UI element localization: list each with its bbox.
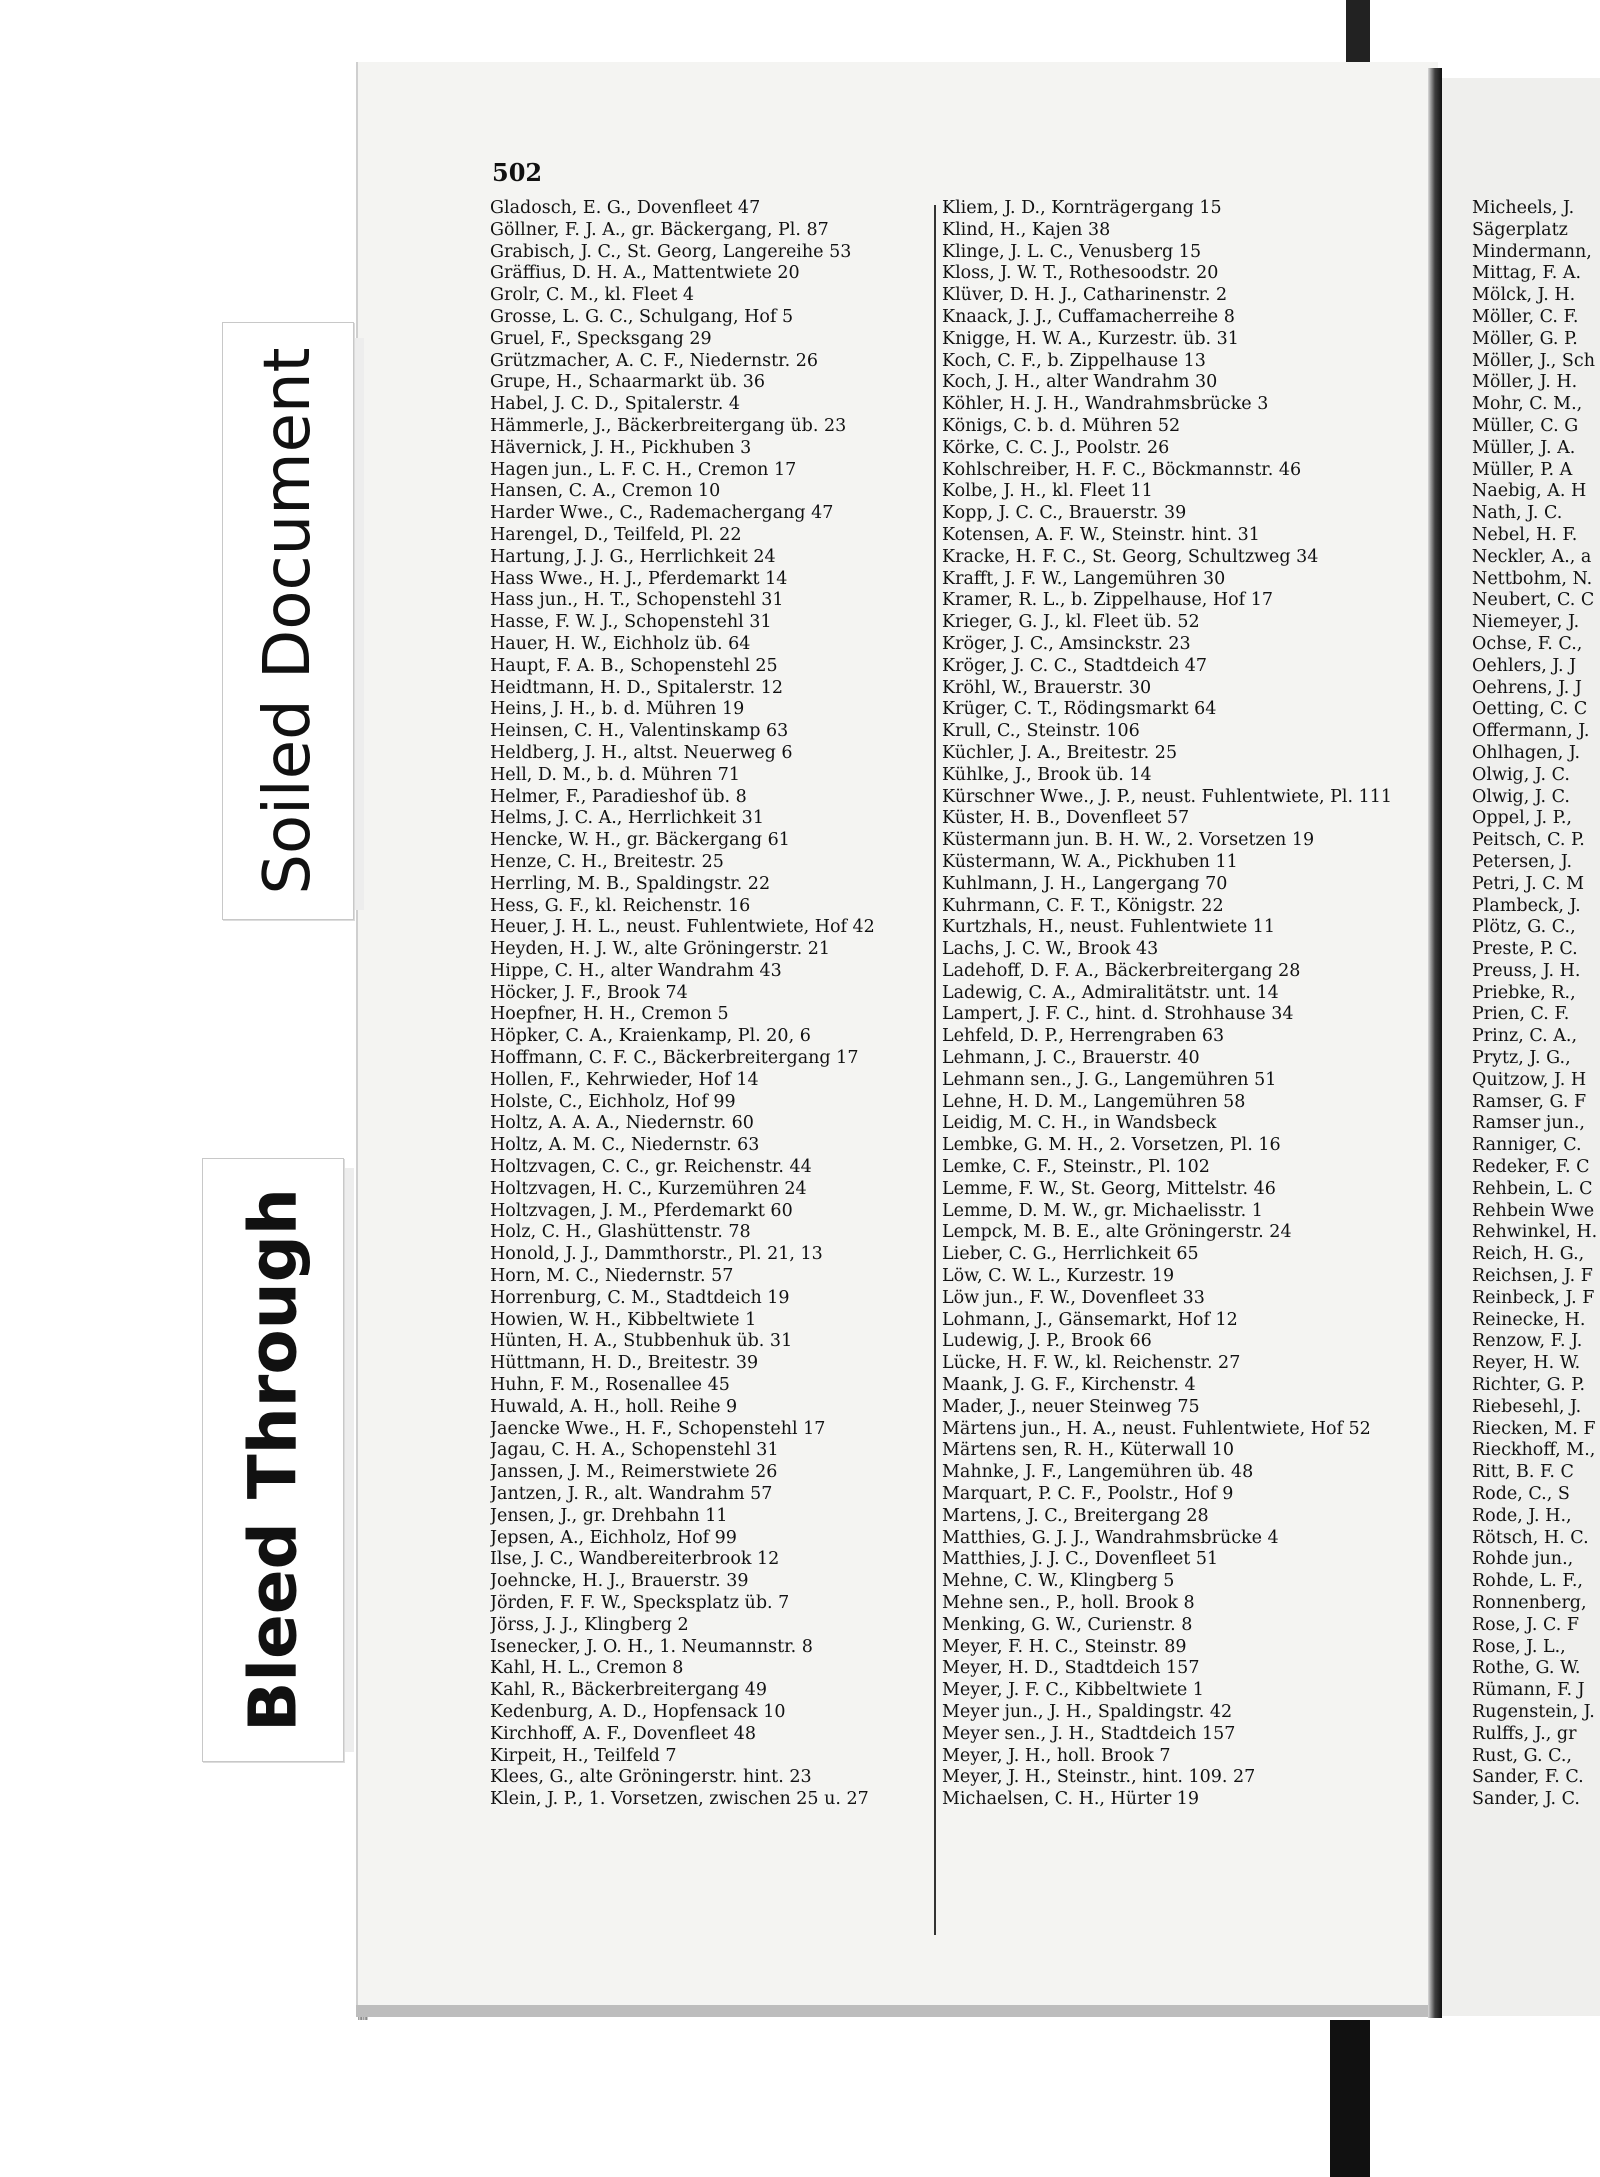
directory-entry: Lehmann, J. C., Brauerstr. 40 [942, 1048, 1200, 1069]
directory-entry: Kahl, H. L., Cremon 8 [490, 1658, 684, 1679]
directory-entry: Kürschner Wwe., J. P., neust. Fuhlentwiete, Pl. 111 [942, 786, 1392, 807]
directory-entry: Heuer, J. H. L., neust. Fuhlentwiete, Hof 42 [490, 917, 875, 938]
directory-entry: Horrenburg, C. M., Stadtdeich 19 [490, 1287, 790, 1308]
directory-entry: Harengel, D., Teilfeld, Pl. 22 [490, 524, 742, 545]
directory-entry: Kracke, H. F. C., St. Georg, Schultzweg 34 [942, 546, 1319, 567]
directory-entry: Plambeck, J. [1472, 895, 1581, 916]
directory-entry: Holtzvagen, J. M., Pferdemarkt 60 [490, 1200, 793, 1221]
directory-entry: Preuss, J. H. [1472, 960, 1581, 981]
directory-entry: Lehfeld, D. P., Herrengraben 63 [942, 1026, 1225, 1047]
directory-entry: Kolbe, J. H., kl. Fleet 11 [942, 481, 1153, 502]
directory-entry: Jörss, J. J., Klingberg 2 [490, 1614, 689, 1635]
directory-entry: Henze, C. H., Breitestr. 25 [490, 851, 724, 872]
directory-entry: Quitzow, J. H [1472, 1069, 1587, 1090]
scanner-edge [1330, 2020, 1370, 2177]
directory-entry: Lehmann sen., J. G., Langemühren 51 [942, 1069, 1277, 1090]
directory-entry: Hünten, H. A., Stubbenhuk üb. 31 [490, 1331, 793, 1352]
directory-entry: Heinsen, C. H., Valentinskamp 63 [490, 721, 789, 742]
directory-entry: Ochse, F. C., [1472, 633, 1583, 654]
directory-entry: Lembke, G. M. H., 2. Vorsetzen, Pl. 16 [942, 1135, 1281, 1156]
directory-entry: Joehncke, H. J., Brauerstr. 39 [490, 1571, 749, 1592]
directory-entry: Mindermann, [1472, 241, 1592, 262]
directory-entry: Rehbein, L. C [1472, 1178, 1593, 1199]
directory-entry: Märtens sen, R. H., Küterwall 10 [942, 1440, 1235, 1461]
directory-entry: Höcker, J. F., Brook 74 [490, 982, 688, 1003]
directory-entry: Lachs, J. C. W., Brook 43 [942, 939, 1159, 960]
directory-entry: Meyer, H. D., Stadtdeich 157 [942, 1658, 1200, 1679]
directory-entry: Jensen, J., gr. Drehbahn 11 [490, 1505, 728, 1526]
directory-entry: Matthies, G. J. J., Wandrahmsbrücke 4 [942, 1527, 1279, 1548]
directory-entry: Peitsch, C. P. [1472, 830, 1585, 851]
directory-entry: Rieckhoff, M., [1472, 1440, 1596, 1461]
directory-entry: Lieber, C. G., Herrlichkeit 65 [942, 1244, 1199, 1265]
directory-entry: Müller, P. A [1472, 459, 1573, 480]
directory-entry: Meyer, J. F. C., Kibbeltwiete 1 [942, 1680, 1204, 1701]
directory-entry: Reichsen, J. F [1472, 1266, 1593, 1287]
directory-entry: Horn, M. C., Niedernstr. 57 [490, 1266, 734, 1287]
directory-entry: Harder Wwe., C., Rademachergang 47 [490, 503, 834, 524]
directory-entry: Ramser jun., [1472, 1113, 1585, 1134]
directory-entry: Hass Wwe., H. J., Pferdemarkt 14 [490, 568, 788, 589]
directory-entry: Ludewig, J. P., Brook 66 [942, 1331, 1152, 1352]
directory-entry: Prien, C. F. [1472, 1004, 1570, 1025]
directory-entry: Helms, J. C. A., Herrlichkeit 31 [490, 808, 764, 829]
directory-entry: Körke, C. C. J., Poolstr. 26 [942, 437, 1170, 458]
directory-entry: Rust, G. C., [1472, 1745, 1572, 1766]
directory-entry: Reyer, H. W. [1472, 1353, 1581, 1374]
directory-entry: Rode, J. H., [1472, 1505, 1572, 1526]
directory-entry: Reinbeck, J. F [1472, 1287, 1595, 1308]
directory-entry: Jepsen, A., Eichholz, Hof 99 [490, 1527, 737, 1548]
directory-entry: Meyer, J. H., holl. Brook 7 [942, 1745, 1171, 1766]
directory-entry: Olwig, J. C. [1472, 764, 1570, 785]
directory-entry: Kirchhoff, A. F., Dovenfleet 48 [490, 1723, 757, 1744]
directory-entry: Holz, C. H., Glashüttenstr. 78 [490, 1222, 751, 1243]
directory-entry: Kramer, R. L., b. Zippelhause, Hof 17 [942, 590, 1273, 611]
directory-entry: Isenecker, J. O. H., 1. Neumannstr. 8 [490, 1636, 813, 1657]
directory-entry: Königs, C. b. d. Mühren 52 [942, 415, 1181, 436]
directory-entry: Hauer, H. W., Eichholz üb. 64 [490, 633, 751, 654]
directory-entry: Michaelsen, C. H., Hürter 19 [942, 1789, 1200, 1810]
directory-entry: Ohlhagen, J. [1472, 742, 1581, 763]
directory-entry: Müller, C. G [1472, 415, 1579, 436]
directory-entry: Leidig, M. C. H., in Wandsbeck [942, 1113, 1217, 1134]
directory-entry: Kühlke, J., Brook üb. 14 [942, 764, 1152, 785]
directory-entry: Huhn, F. M., Rosenallee 45 [490, 1375, 730, 1396]
directory-entry: Renzow, F. J. [1472, 1331, 1583, 1352]
directory-entry: Koch, J. H., alter Wandrahm 30 [942, 372, 1218, 393]
directory-entry: Küstermann jun. B. H. W., 2. Vorsetzen 19 [942, 830, 1315, 851]
directory-entry: Oehrens, J. J [1472, 677, 1582, 698]
directory-entry: Holste, C., Eichholz, Hof 99 [490, 1091, 736, 1112]
directory-entry: Lehne, H. D. M., Langemühren 58 [942, 1091, 1246, 1112]
directory-entry: Kahl, R., Bäckerbreitergang 49 [490, 1680, 768, 1701]
directory-entry: Küstermann, W. A., Pickhuben 11 [942, 851, 1238, 872]
directory-entry: Knigge, H. W. A., Kurzestr. üb. 31 [942, 328, 1239, 349]
directory-entry: Kirpeit, H., Teilfeld 7 [490, 1745, 677, 1766]
directory-entry: Meyer sen., J. H., Stadtdeich 157 [942, 1723, 1236, 1744]
directory-entry: Priebke, R., [1472, 982, 1576, 1003]
directory-entry: Petersen, J. [1472, 851, 1573, 872]
book-gutter [1428, 68, 1442, 2018]
directory-entry: Kopp, J. C. C., Brauerstr. 39 [942, 503, 1187, 524]
directory-entry: Hoffmann, C. F. C., Bäckerbreitergang 17 [490, 1048, 859, 1069]
directory-entry: Nettbohm, N. [1472, 568, 1593, 589]
directory-entry: Krull, C., Steinstr. 106 [942, 721, 1140, 742]
directory-entry: Kliem, J. D., Kornträgergang 15 [942, 198, 1222, 218]
directory-entry: Möller, G. P. [1472, 328, 1578, 349]
directory-entry: Hell, D. M., b. d. Mühren 71 [490, 764, 741, 785]
directory-entry: Lemme, D. M. W., gr. Michaelisstr. 1 [942, 1200, 1263, 1221]
directory-entry: Krafft, J. F. W., Langemühren 30 [942, 568, 1226, 589]
directory-entry: Holtzvagen, H. C., Kurzemühren 24 [490, 1178, 807, 1199]
directory-entry: Haupt, F. A. B., Schopenstehl 25 [490, 655, 778, 676]
directory-entry: Müller, J. A. [1472, 437, 1576, 458]
directory-entry: Jagau, C. H. A., Schopenstehl 31 [490, 1440, 779, 1461]
directory-entry: Howien, W. H., Kibbeltwiete 1 [490, 1309, 757, 1330]
directory-entry: Sägerplatz [1472, 219, 1568, 240]
directory-entry: Ronnenberg, [1472, 1593, 1587, 1613]
directory-entry: Rugenstein, J. [1472, 1701, 1595, 1722]
directory-entry: Göllner, F. J. A., gr. Bäckergang, Pl. 87 [490, 219, 829, 240]
directory-column-middle [942, 198, 1392, 1811]
directory-entry: Meyer, J. H., Steinstr., hint. 109. 27 [942, 1767, 1256, 1788]
directory-entry: Riecken, M. F [1472, 1418, 1596, 1439]
page-bottom-edge [356, 2005, 1428, 2017]
directory-entry: Kuhlmann, J. H., Langergang 70 [942, 873, 1228, 894]
directory-entry: Huwald, A. H., holl. Reihe 9 [490, 1396, 738, 1417]
directory-entry: Holtz, A. A. A., Niedernstr. 60 [490, 1113, 754, 1134]
directory-entry: Knaack, J. J., Cuffamacherreihe 8 [942, 306, 1235, 327]
directory-entry: Hagen jun., L. F. C. H., Cremon 17 [490, 459, 797, 480]
directory-entry: Heldberg, J. H., altst. Neuerweg 6 [490, 742, 793, 763]
directory-entry: Naebig, A. H [1472, 481, 1587, 502]
directory-entry: Habel, J. C. D., Spitalerstr. 4 [490, 394, 741, 415]
directory-entry: Maank, J. G. F., Kirchenstr. 4 [942, 1375, 1196, 1396]
directory-entry: Nath, J. C. [1472, 503, 1563, 524]
soiled-document-tag [222, 322, 354, 920]
directory-entry: Petri, J. C. M [1472, 873, 1585, 894]
directory-entry: Riebesehl, J. [1472, 1396, 1582, 1417]
directory-entry: Hollen, F., Kehrwieder, Hof 14 [490, 1069, 759, 1090]
directory-entry: Mehne sen., P., holl. Brook 8 [942, 1593, 1195, 1613]
directory-entry: Rümann, F. J [1472, 1680, 1585, 1701]
directory-entry: Martens, J. C., Breitergang 28 [942, 1505, 1209, 1526]
directory-entry: Honold, J. J., Dammthorstr., Pl. 21, 13 [490, 1244, 823, 1265]
directory-entry: Löw jun., F. W., Dovenfleet 33 [942, 1287, 1205, 1308]
directory-entry: Helmer, F., Paradieshof üb. 8 [490, 786, 747, 807]
directory-entry: Hämmerle, J., Bäckerbreitergang üb. 23 [490, 415, 847, 436]
directory-entry: Sander, J. C. [1472, 1789, 1580, 1810]
directory-entry: Grosse, L. G. C., Schulgang, Hof 5 [490, 306, 794, 327]
directory-entry: Möller, J., Sch [1472, 350, 1595, 371]
directory-entry: Neckler, A., a [1472, 546, 1592, 567]
directory-entry: Kedenburg, A. D., Hopfensack 10 [490, 1701, 786, 1722]
directory-entry: Grupe, H., Schaarmarkt üb. 36 [490, 372, 766, 393]
directory-entry: Oppel, J. P., [1472, 808, 1572, 829]
directory-entry: Hartung, J. J. G., Herrlichkeit 24 [490, 546, 776, 567]
directory-entry: Matthies, J. J. C., Dovenfleet 51 [942, 1549, 1219, 1570]
directory-entry: Niemeyer, J. [1472, 612, 1580, 633]
directory-entry: Lohmann, J., Gänsemarkt, Hof 12 [942, 1309, 1238, 1330]
directory-entry: Oetting, C. C [1472, 699, 1588, 720]
directory-entry: Rulffs, J., gr [1472, 1723, 1577, 1744]
directory-entry: Marquart, P. C. F., Poolstr., Hof 9 [942, 1484, 1234, 1505]
bleed-through-tag [202, 1158, 344, 1762]
directory-entry: Ranniger, C. [1472, 1135, 1582, 1156]
directory-entry: Richter, G. P. [1472, 1375, 1586, 1396]
directory-entry: Klein, J. P., 1. Vorsetzen, zwischen 25 u. 27 [490, 1789, 869, 1810]
directory-entry: Klees, G., alte Gröningerstr. hint. 23 [490, 1767, 812, 1788]
directory-entry: Klüver, D. H. J., Catharinenstr. 2 [942, 285, 1228, 306]
directory-entry: Lücke, H. F. W., kl. Reichenstr. 27 [942, 1353, 1241, 1374]
directory-entry: Küchler, J. A., Breitestr. 25 [942, 742, 1178, 763]
directory-entry: Micheels, J. [1472, 198, 1575, 218]
directory-entry: Krieger, G. J., kl. Fleet üb. 52 [942, 612, 1200, 633]
directory-entry: Kröger, J. C., Amsinckstr. 23 [942, 633, 1191, 654]
directory-entry: Grolr, C. M., kl. Fleet 4 [490, 285, 695, 306]
directory-entry: Möller, C. F. [1472, 306, 1579, 327]
directory-entry: Rode, C., S [1472, 1484, 1570, 1505]
directory-entry: Koch, C. F., b. Zippelhause 13 [942, 350, 1206, 371]
bleed-through-label: Bleed Through [234, 1188, 312, 1732]
directory-entry: Heidtmann, H. D., Spitalerstr. 12 [490, 677, 784, 698]
directory-entry: Meyer jun., J. H., Spaldingstr. 42 [942, 1701, 1233, 1722]
directory-entry: Mohr, C. M., [1472, 394, 1583, 415]
directory-entry: Hävernick, J. H., Pickhuben 3 [490, 437, 752, 458]
directory-entry: Hencke, W. H., gr. Bäckergang 61 [490, 830, 790, 851]
directory-entry: Lemme, F. W., St. Georg, Mittelstr. 46 [942, 1178, 1276, 1199]
directory-entry: Lemke, C. F., Steinstr., Pl. 102 [942, 1157, 1210, 1178]
directory-entry: Ladewig, C. A., Admiralitätstr. unt. 14 [942, 982, 1279, 1003]
directory-entry: Gruel, F., Specksgang 29 [490, 328, 712, 349]
directory-entry: Rothe, G. W. [1472, 1658, 1581, 1679]
directory-entry: Mittag, F. A. [1472, 263, 1582, 284]
directory-entry: Jaencke Wwe., H. F., Schopenstehl 17 [490, 1418, 826, 1439]
scanner-edge-top [1346, 0, 1370, 62]
directory-entry: Rose, J. C. F [1472, 1614, 1579, 1635]
directory-entry: Oehlers, J. J [1472, 655, 1577, 676]
directory-entry: Ladehoff, D. F. A., Bäckerbreitergang 28 [942, 960, 1301, 981]
directory-entry: Offermann, J. [1472, 721, 1590, 742]
directory-entry: Hasse, F. W. J., Schopenstehl 31 [490, 612, 772, 633]
directory-entry: Hoepfner, H. H., Cremon 5 [490, 1004, 729, 1025]
directory-entry: Märtens jun., H. A., neust. Fuhlentwiete, Hof 52 [942, 1418, 1371, 1439]
directory-entry: Gladosch, E. G., Dovenfleet 47 [490, 198, 761, 218]
directory-entry: Rohde, L. F., [1472, 1571, 1583, 1592]
directory-entry: Lampert, J. F. C., hint. d. Strohhause 34 [942, 1004, 1294, 1025]
column-divider [934, 205, 936, 1935]
directory-entry: Jantzen, J. R., alt. Wandrahm 57 [490, 1484, 773, 1505]
directory-entry: Kröhl, W., Brauerstr. 30 [942, 677, 1152, 698]
directory-entry: Holtz, A. M. C., Niedernstr. 63 [490, 1135, 760, 1156]
directory-entry: Rehwinkel, H. [1472, 1222, 1598, 1243]
directory-entry: Mader, J., neuer Steinweg 75 [942, 1396, 1200, 1417]
directory-entry: Grabisch, J. C., St. Georg, Langereihe 53 [490, 241, 852, 262]
directory-entry: Ramser, G. F [1472, 1091, 1587, 1112]
directory-entry: Hass jun., H. T., Schopenstehl 31 [490, 590, 784, 611]
directory-entry: Köhler, H. J. H., Wandrahmsbrücke 3 [942, 394, 1269, 415]
directory-entry: Redeker, F. C [1472, 1157, 1590, 1178]
directory-entry: Mölck, J. H. [1472, 285, 1576, 306]
directory-entry: Höpker, C. A., Kraienkamp, Pl. 20, 6 [490, 1026, 811, 1047]
directory-entry: Rötsch, H. C. [1472, 1527, 1589, 1548]
directory-column-right-partial [1472, 198, 1600, 1811]
directory-entry: Hippe, C. H., alter Wandrahm 43 [490, 960, 782, 981]
directory-entry: Mahnke, J. F., Langemühren üb. 48 [942, 1462, 1254, 1483]
directory-entry: Rose, J. L., [1472, 1636, 1566, 1657]
directory-entry: Kuhrmann, C. F. T., Königstr. 22 [942, 895, 1224, 916]
directory-entry: Plötz, G. C., [1472, 917, 1576, 938]
directory-entry: Lempck, M. B. E., alte Gröningerstr. 24 [942, 1222, 1292, 1243]
directory-entry: Kloss, J. W. T., Rothesoodstr. 20 [942, 263, 1219, 284]
directory-entry: Preste, P. C. [1472, 939, 1578, 960]
directory-entry: Grützmacher, A. C. F., Niedernstr. 26 [490, 350, 818, 371]
directory-entry: Prinz, C. A., [1472, 1026, 1578, 1047]
directory-entry: Kurtzhals, H., neust. Fuhlentwiete 11 [942, 917, 1276, 938]
directory-entry: Möller, J. H. [1472, 372, 1578, 393]
directory-entry: Rohde jun., [1472, 1549, 1574, 1570]
directory-entry: Hüttmann, H. D., Breitestr. 39 [490, 1353, 759, 1374]
directory-entry: Klinge, J. L. C., Venusberg 15 [942, 241, 1202, 262]
directory-entry: Kohlschreiber, H. F. C., Böckmannstr. 46 [942, 459, 1302, 480]
directory-entry: Heyden, H. J. W., alte Gröningerstr. 21 [490, 939, 831, 960]
directory-entry: Holtzvagen, C. C., gr. Reichenstr. 44 [490, 1157, 812, 1178]
directory-entry: Neubert, C. C [1472, 590, 1595, 611]
directory-entry: Nebel, H. F. [1472, 524, 1578, 545]
directory-entry: Reich, H. G., [1472, 1244, 1585, 1265]
directory-entry: Klind, H., Kajen 38 [942, 219, 1111, 240]
directory-entry: Jörden, F. F. W., Specksplatz üb. 7 [490, 1593, 790, 1613]
directory-entry: Rehbein Wwe [1472, 1200, 1595, 1221]
directory-entry: Olwig, J. C. [1472, 786, 1570, 807]
directory-entry: Krüger, C. T., Rödingsmarkt 64 [942, 699, 1217, 720]
directory-entry: Hess, G. F., kl. Reichenstr. 16 [490, 895, 751, 916]
directory-entry: Meyer, F. H. C., Steinstr. 89 [942, 1636, 1187, 1657]
directory-entry: Gräffius, D. H. A., Mattentwiete 20 [490, 263, 800, 284]
directory-entry: Küster, H. B., Dovenfleet 57 [942, 808, 1190, 829]
directory-entry: Kröger, J. C. C., Stadtdeich 47 [942, 655, 1207, 676]
directory-entry: Reinecke, H. [1472, 1309, 1586, 1330]
directory-entry: Sander, F. C. [1472, 1767, 1584, 1788]
directory-entry: Prytz, J. G., [1472, 1048, 1571, 1069]
soiled-document-label: Soiled Document [251, 347, 325, 895]
directory-entry: Ilse, J. C., Wandbereiterbrook 12 [490, 1549, 780, 1570]
directory-entry: Menking, G. W., Curienstr. 8 [942, 1614, 1193, 1635]
directory-column-left [490, 198, 935, 1811]
directory-entry: Hansen, C. A., Cremon 10 [490, 481, 721, 502]
directory-entry: Löw, C. W. L., Kurzestr. 19 [942, 1266, 1175, 1287]
directory-entry: Ritt, B. F. C [1472, 1462, 1574, 1483]
directory-entry: Herrling, M. B., Spaldingstr. 22 [490, 873, 771, 894]
directory-entry: Heins, J. H., b. d. Mühren 19 [490, 699, 745, 720]
page-number: 502 [492, 158, 543, 187]
directory-entry: Kotensen, A. F. W., Steinstr. hint. 31 [942, 524, 1260, 545]
directory-entry: Mehne, C. W., Klingberg 5 [942, 1571, 1175, 1592]
directory-entry: Janssen, J. M., Reimerstwiete 26 [490, 1462, 778, 1483]
